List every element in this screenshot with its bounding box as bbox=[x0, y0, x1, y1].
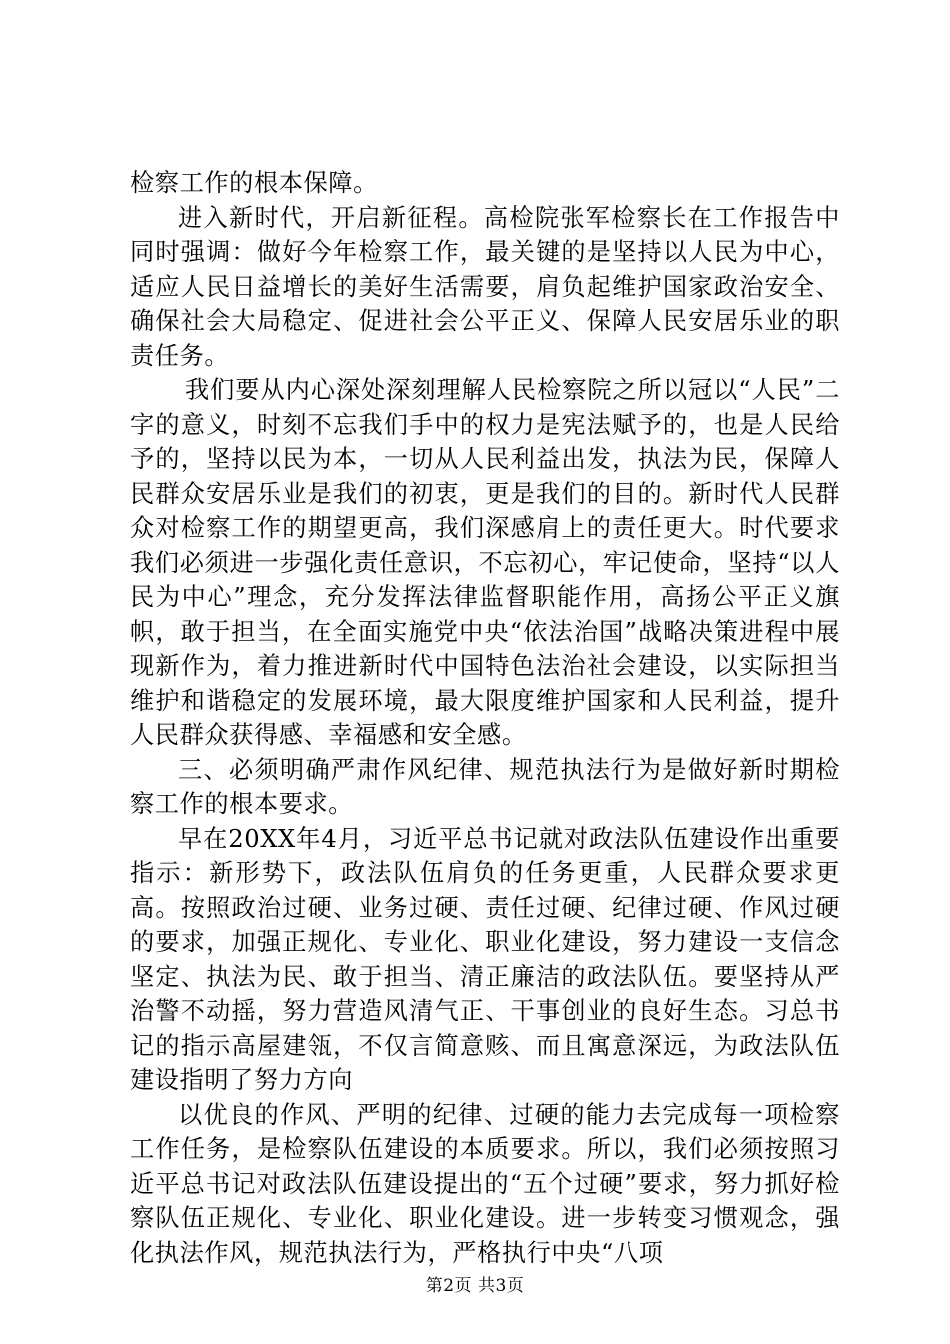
paragraph-continuation: 检察工作的根本保障。 bbox=[130, 169, 378, 197]
document-body bbox=[130, 166, 840, 1270]
paragraph-people: 我们要从内心深处深刻理解人民检察院之所以冠以“人民”二字的意义，时刻不忘我们手中的权力是宪法赋予的，也是人民给予的，坚持以民为本，一切从人民利益出发，执法为民，保障人民群众安居乐业是我们的初衷，更是我们的目的。新时代人民群众对检察工作的期望更高，我们深感肩上的责任更大。时代要求我们必须进一步强化责任意识，不忘初心，牢记使命，坚持“以人民为中心”理念，充分发挥法律监督职能作用，高扬公平正义旗帜，敢于担当，在全面实施党中央“依法治国”战略决策进程中展现新作为，着力推进新时代中国特色法治社会建设，以实际担当维护和谐稳定的发展环境，最大限度维护国家和人民利益，提升人民群众获得感、幸福感和安全感。 bbox=[130, 376, 840, 749]
paragraph-discipline: 以优良的作风、严明的纪律、过硬的能力去完成每一项检察工作任务，是检察队伍建设的本质要求。所以，我们必须按照习近平总书记对政法队伍建设提出的“五个过硬”要求，努力抓好检察队伍正规化、专业化、职业化建设。进一步转变习惯观念，强化执法作风，规范执法行为，严格执行中央“八项 bbox=[130, 1100, 840, 1267]
paragraph-instruction: 早在20XX年4月，习近平总书记就对政法队伍建设作出重要指示：新形势下，政法队伍肩负的任务更重，人民群众要求更高。按照政治过硬、业务过硬、责任过硬、纪律过硬、作风过硬的要求，加强正规化、专业化、职业化建设，努力建设一支信念坚定、执法为民、敢于担当、清正廉洁的政法队伍。要坚持从严治警不动摇，努力营造风清气正、干事创业的良好生态。习总书记的指示高屋建瓴，不仅言简意赅、而且寓意深远，为政法队伍建设指明了努力方向 bbox=[130, 824, 840, 1094]
page-footer: 第2页 共3页 bbox=[425, 1276, 525, 1296]
section-heading-three: 三、必须明确严肃作风纪律、规范执法行为是做好新时期检察工作的根本要求。 bbox=[130, 755, 840, 818]
paragraph-new-era: 进入新时代，开启新征程。高检院张军检察长在工作报告中同时强调：做好今年检察工作，最关键的是坚持以人民为中心，适应人民日益增长的美好生活需要，肩负起维护国家政治安全、确保社会大局稳定、促进社会公平正义、保障人民安居乐业的职责任务。 bbox=[130, 203, 840, 370]
